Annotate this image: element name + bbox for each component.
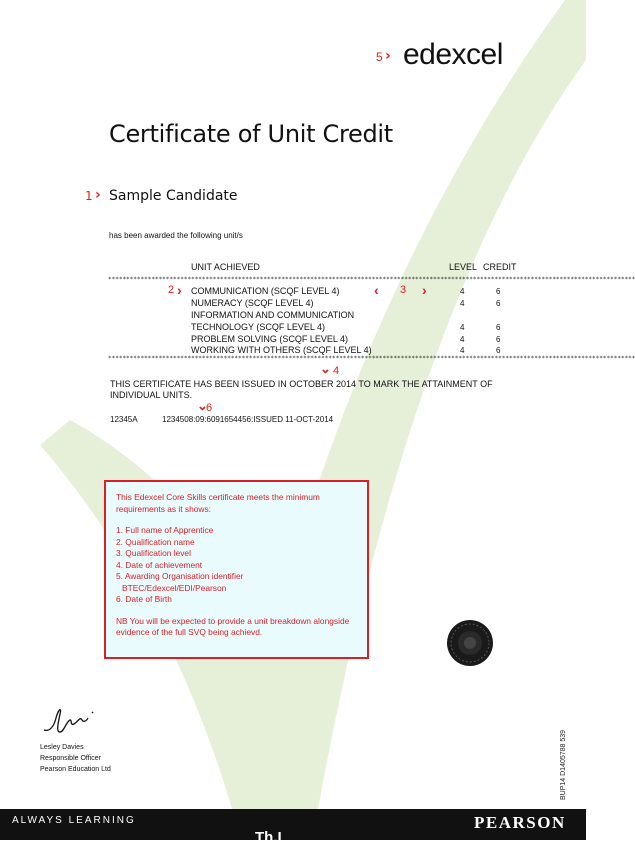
column-marker-number: 3 [400, 284, 407, 296]
chevron-right-icon: › [95, 187, 101, 203]
unit-credit: 6 [496, 299, 501, 308]
unit-level: 4 [460, 287, 465, 296]
footer-cropped-text: Th.I [255, 829, 282, 846]
chevron-left-icon: ‹ [374, 282, 379, 298]
notice-item: 3. Qualification level [116, 548, 191, 558]
candidate-marker-number: 1 [85, 189, 93, 203]
requirements-notice [104, 480, 369, 659]
notice-item: 1. Full name of Apprentice [116, 525, 214, 535]
awarded-text: has been awarded the following unit/s [109, 231, 243, 240]
pearson-logo: PEARSON [474, 813, 566, 832]
unit-credit: 6 [496, 346, 501, 355]
certificate-title: Certificate of Unit Credit [109, 120, 393, 148]
unit-name: TECHNOLOGY (SCQF LEVEL 4) [191, 322, 326, 332]
unit-credit: 6 [496, 323, 501, 332]
id-marker-number: 6 [206, 402, 213, 414]
notice-note: NB You will be expected to provide a unit breakdown alongside evidence of the full SVQ being achievd. [116, 615, 350, 637]
divider: ************************************************************************************************************************************************** [108, 355, 635, 362]
signatory-role: Responsible Officer [40, 755, 101, 762]
certificate-reference: 1234508:09:6091654456:ISSUED 11-OCT-2014 [162, 415, 334, 424]
chevron-down-icon: ⌄ [197, 398, 208, 413]
unit-level: 4 [460, 346, 465, 355]
notice-item: 5. Awarding Organisation identifier [116, 571, 244, 581]
unit-credit: 6 [496, 287, 501, 296]
unit-name: NUMERACY (SCQF LEVEL 4) [191, 298, 314, 308]
chevron-right-icon: › [177, 282, 182, 298]
unit-column-header: UNIT ACHIEVED [191, 262, 260, 272]
signatory-organisation: Pearson Education Ltd [40, 766, 111, 773]
document-code: BUP14 D1405788 539 [560, 729, 567, 800]
notice-item: 6. Date of Birth [116, 594, 172, 604]
centre-code: 12345A [110, 415, 138, 424]
footer-tagline: ALWAYS LEARNING [12, 815, 136, 826]
candidate-name: Sample Candidate [109, 188, 238, 204]
chevron-down-icon: ⌄ [320, 361, 331, 376]
unit-name: COMMUNICATION (SCQF LEVEL 4) [191, 286, 340, 296]
signature [40, 702, 102, 736]
embossed-seal [446, 619, 494, 667]
unit-name: WORKING WITH OTHERS (SCQF LEVEL 4) [191, 345, 372, 355]
credit-column-header: CREDIT [483, 262, 517, 272]
unit-level: 4 [460, 335, 465, 344]
notice-item: 4. Date of achievement [116, 559, 203, 570]
divider: ************************************************************************************************************************************************** [108, 276, 635, 283]
unit-level: 4 [460, 299, 465, 308]
chevron-right-icon: › [385, 48, 391, 64]
unit-name: PROBLEM SOLVING (SCQF LEVEL 4) [191, 334, 349, 344]
logo-marker-number: 5 [376, 50, 383, 64]
notice-intro: This Edexcel Core Skills certificate meets the minimum requirements as it shows: [116, 492, 320, 514]
unit-credit: 6 [496, 335, 501, 344]
signatory-name: Lesley Davies [40, 744, 84, 751]
row-marker-number: 2 [168, 284, 175, 296]
issue-statement: THIS CERTIFICATE HAS BEEN ISSUED IN OCTOBER 2014 TO MARK THE ATTAINMENT OF INDIVIDUAL UNITS. [110, 379, 493, 400]
unit-name-line1: INFORMATION AND COMMUNICATION [191, 310, 355, 320]
notice-item: BTEC/Edexcel/EDI/Pearson [122, 582, 227, 593]
level-column-header: LEVEL [449, 262, 478, 272]
chevron-right-icon: › [422, 282, 427, 298]
issue-marker-number: 4 [333, 365, 340, 377]
edexcel-logo: edexcel [403, 38, 503, 71]
unit-level: 4 [460, 323, 465, 332]
notice-item: 2. Qualification name [116, 536, 195, 547]
